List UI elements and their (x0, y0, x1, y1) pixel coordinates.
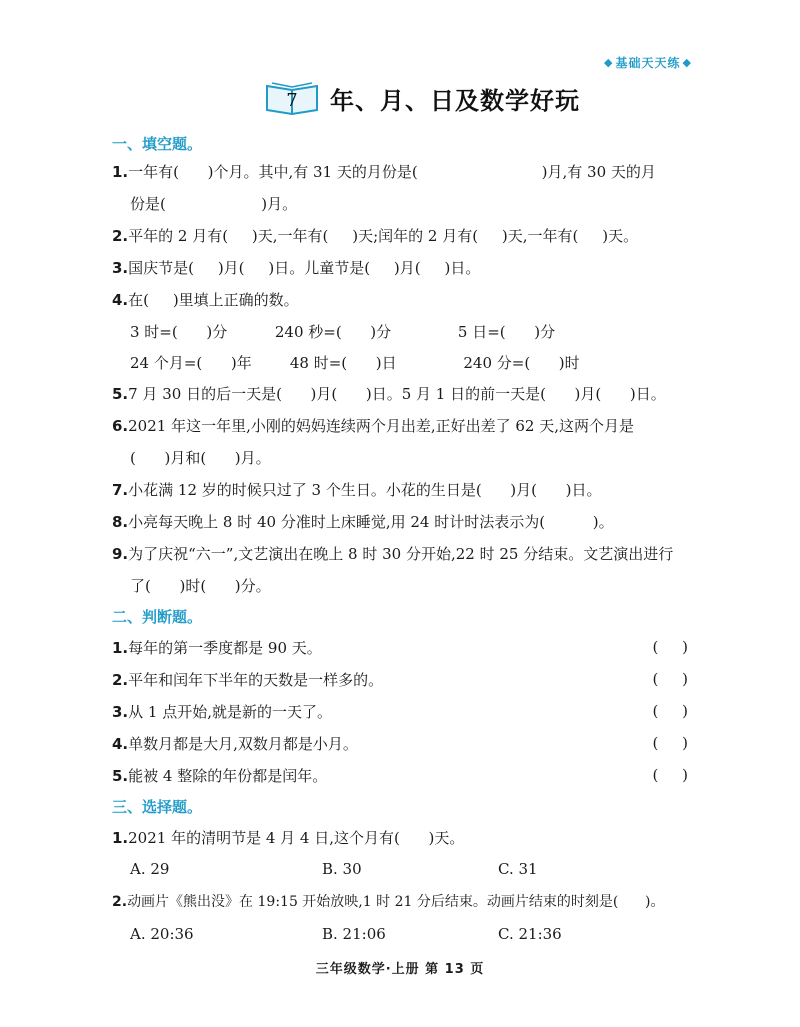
question-line: 8.小亮每天晚上 8 时 40 分准时上床睡觉,用 24 时计时法表示为( )。 (112, 513, 614, 531)
series-badge (604, 54, 692, 71)
question-line: 9.为了庆祝“六一”,文艺演出在晚上 8 时 30 分开始,22 时 25 分结束。文艺演出进行 (112, 545, 674, 563)
answer-paren[interactable]: ( ) (652, 734, 688, 752)
badge-label: 基础天天练 (615, 56, 681, 70)
question-line: 4.在( )里填上正确的数。 (112, 291, 299, 309)
choice-item: 1.2021 年的清明节是 4 月 4 日,这个月有( )天。 (112, 829, 465, 847)
judge-item: 1.每年的第一季度都是 90 天。 (112, 639, 322, 657)
answer-paren[interactable]: ( ) (652, 766, 688, 784)
answer-paren[interactable]: ( ) (652, 702, 688, 720)
question-line: 2.平年的 2 月有( )天,一年有( )天;闰年的 2 月有( )天,一年有( )天。 (112, 227, 639, 245)
section-judge-heading: 二、判断题。 (112, 608, 203, 626)
choice-option[interactable]: A. 29 (130, 860, 170, 878)
question-line: ( )月和( )月。 (130, 449, 271, 467)
diamond-icon: ◆ (682, 56, 692, 69)
chapter-title: 年、月、日及数学好玩 (330, 86, 580, 115)
question-line: 7.小花满 12 岁的时候只过了 3 个生日。小花的生日是( )月( )日。 (112, 481, 602, 499)
question-line: 3 时=( )分 240 秒=( )分 5 日=( )分 (130, 323, 556, 341)
choice-option[interactable]: C. 21:36 (498, 925, 562, 943)
choice-option[interactable]: A. 20:36 (130, 925, 194, 943)
diamond-icon: ◆ (604, 56, 614, 69)
judge-item: 2.平年和闰年下半年的天数是一样多的。 (112, 671, 384, 689)
judge-item: 4.单数月都是大月,双数月都是小月。 (112, 735, 358, 753)
answer-paren[interactable]: ( ) (652, 670, 688, 688)
question-line: 份是( )月。 (130, 195, 298, 213)
page-footer: 三年级数学·上册 第 13 页 (315, 962, 485, 977)
choice-option[interactable]: B. 30 (322, 860, 362, 878)
choice-item: 2.动画片《熊出没》在 19:15 开始放映,1 时 21 分后结束。动画片结束的时刻是( )。 (112, 894, 665, 910)
section-choice-heading: 三、选择题。 (112, 798, 203, 816)
answer-paren[interactable]: ( ) (652, 638, 688, 656)
question-line: 1.一年有( )个月。其中,有 31 天的月份是( )月,有 30 天的月 (112, 163, 656, 181)
question-line: 24 个月=( )年 48 时=( )日 240 分=( )时 (130, 354, 580, 372)
page-title (264, 80, 580, 116)
judge-item: 3.从 1 点开始,就是新的一天了。 (112, 703, 332, 721)
judge-item: 5.能被 4 整除的年份都是闰年。 (112, 767, 328, 785)
choice-option[interactable]: B. 21:06 (322, 925, 386, 943)
chapter-number: 7 (286, 90, 298, 111)
question-line: 了( )时( )分。 (130, 577, 271, 595)
section-fill-heading: 一、填空题。 (112, 135, 203, 153)
question-line: 3.国庆节是( )月( )日。儿童节是( )月( )日。 (112, 259, 481, 277)
question-line: 5.7 月 30 日的后一天是( )月( )日。5 月 1 日的前一天是( )月( )日。 (112, 385, 666, 403)
question-line: 6.2021 年这一年里,小刚的妈妈连续两个月出差,正好出差了 62 天,这两个月是 (112, 417, 635, 435)
choice-option[interactable]: C. 31 (498, 860, 538, 878)
open-book-icon (264, 80, 320, 116)
